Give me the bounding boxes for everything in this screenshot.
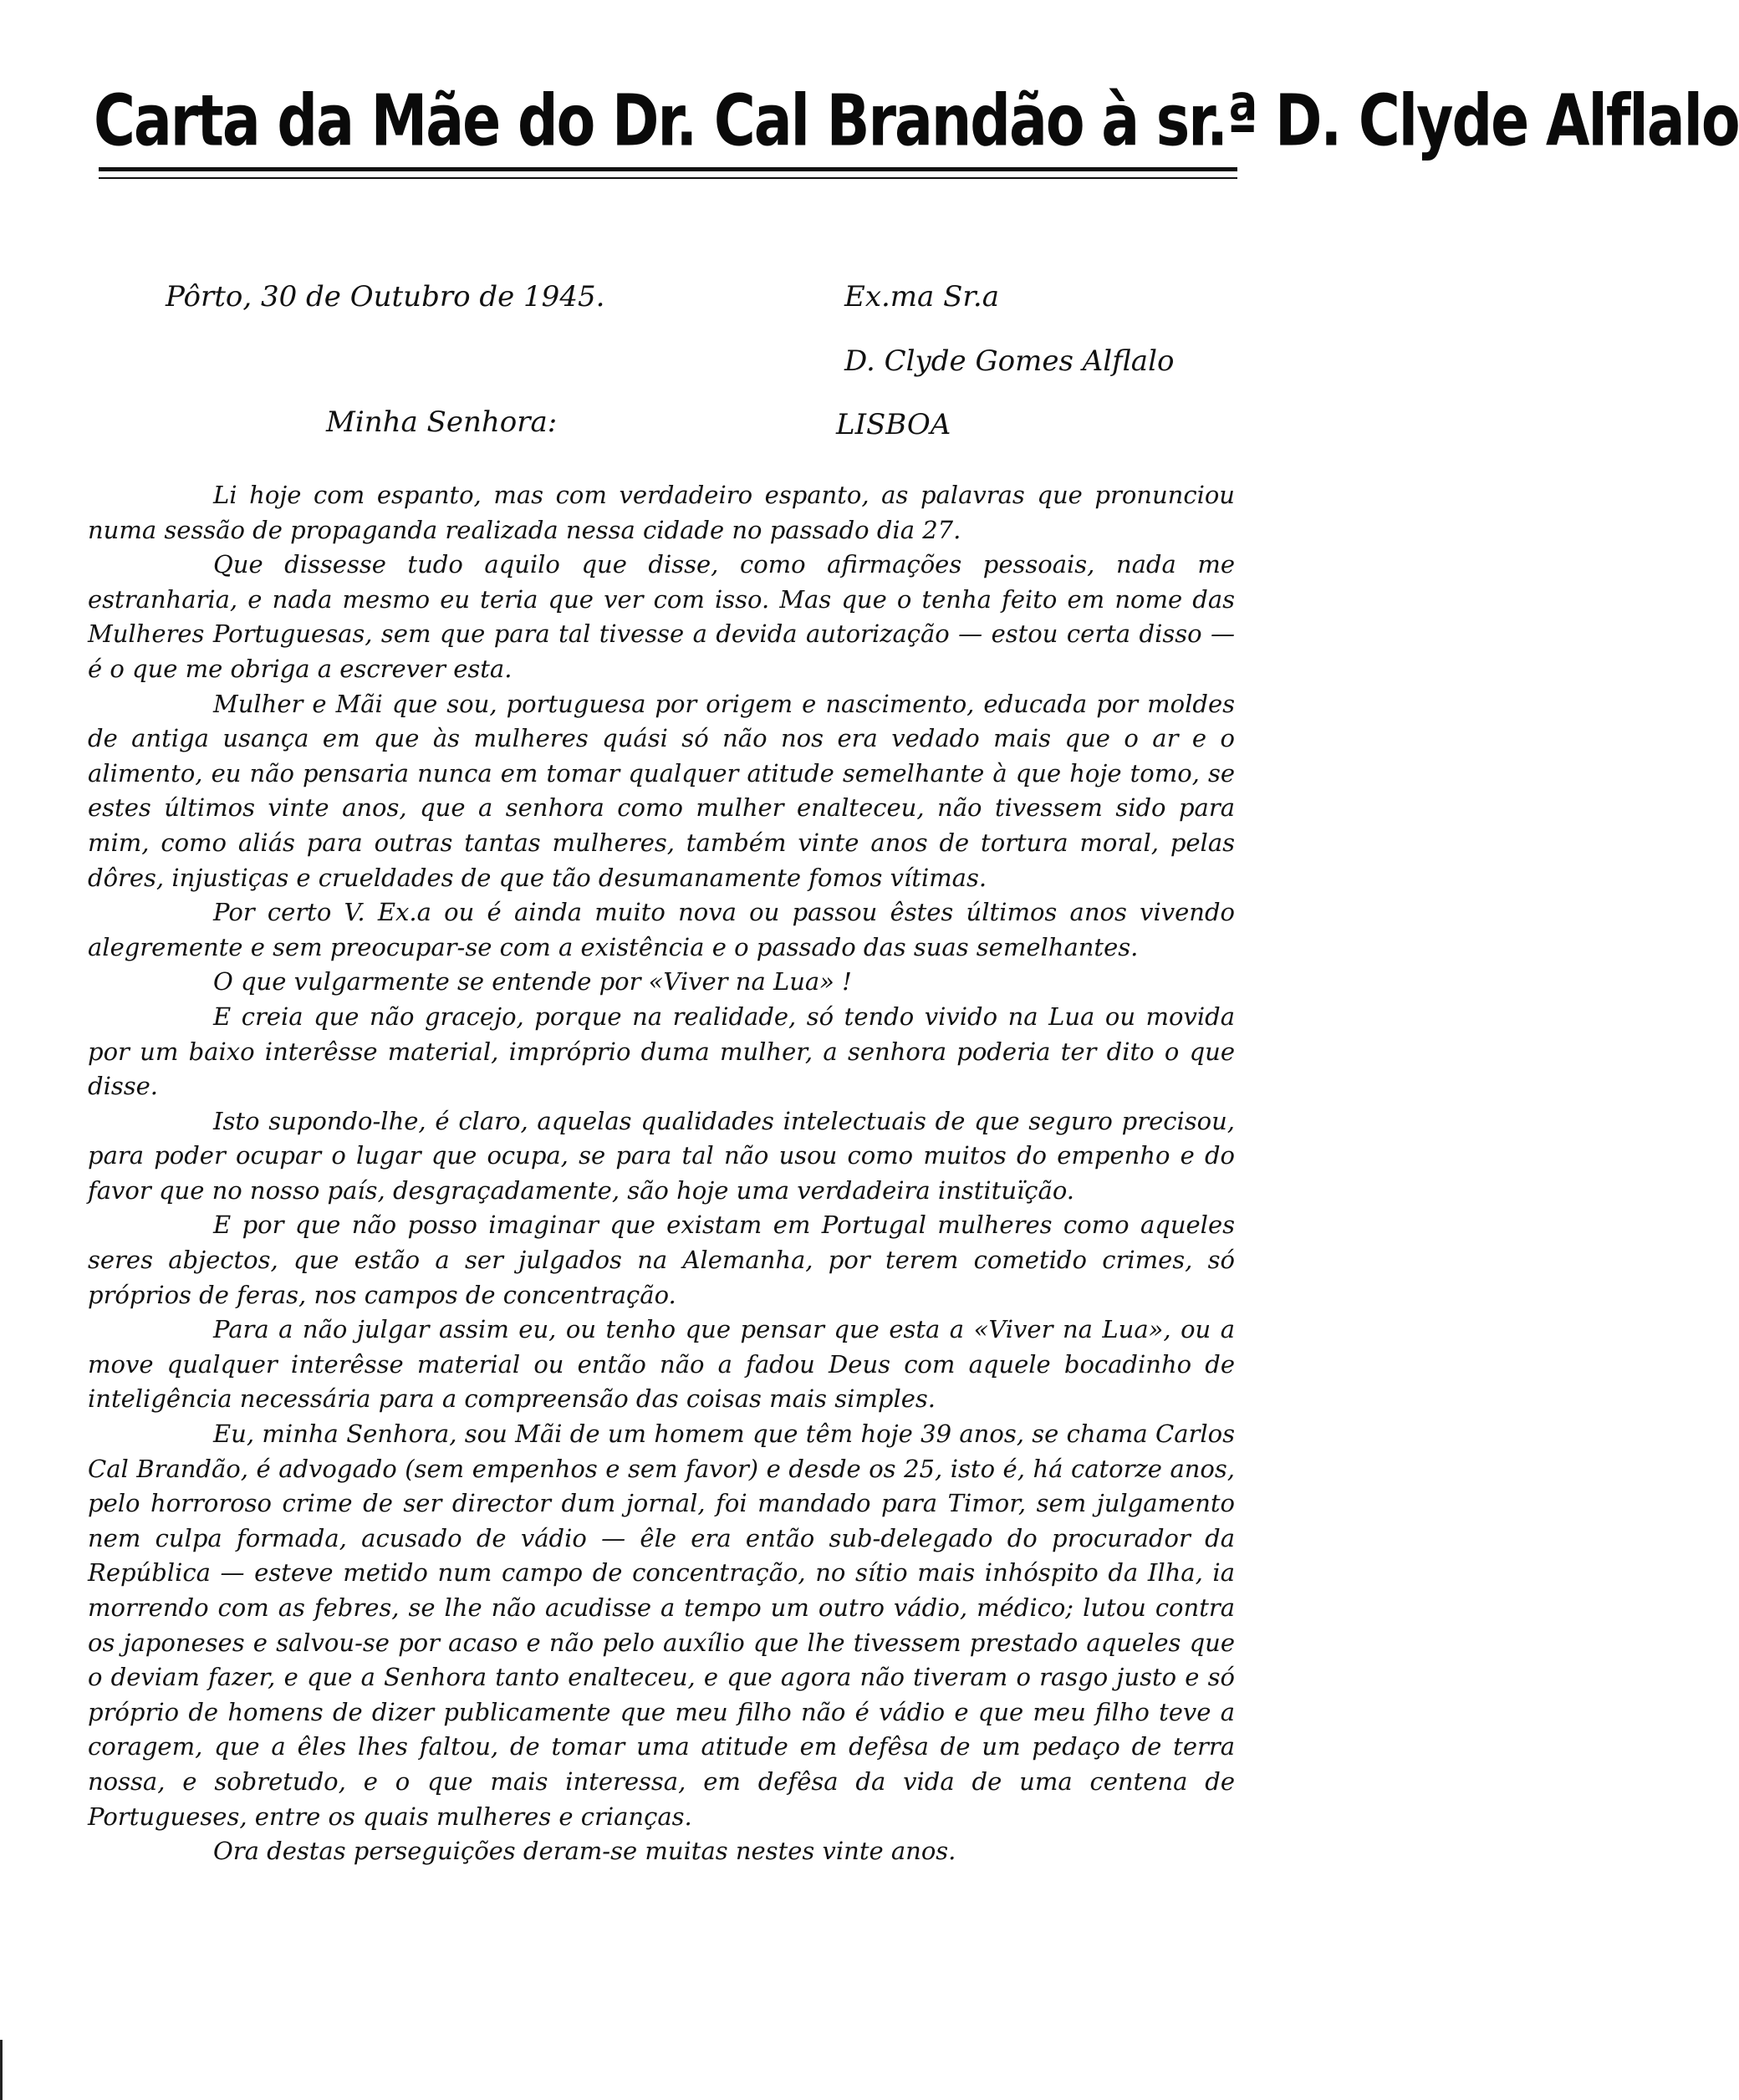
paragraph: Ora destas perseguições deram-se muitas nestes vinte anos. <box>213 1837 956 1866</box>
paragraph: Mulher e Mãi que sou, portuguesa por origem e nascimento, educada por moldes de antiga usança em que às mulheres quási só não nos era vedado mais que o ar e o alimento, eu não pensaria nunca em tomar qualquer atitude semelhante à que hoje tomo, se estes últimos vinte anos, que a senhora como mulher enalteceu, não tivessem sido para mim, como aliás para outras tantas mulheres, também vinte anos de tortura moral, pelas dôres, injustiças e crueldades de que tão desumanamente fomos vítimas. <box>88 689 1235 892</box>
paragraph: E creia que não gracejo, porque na realidade, só tendo vivido na Lua ou movida por um baixo interêsse material, impróprio duma mulher, a senhora poderia ter dito o que disse. <box>88 1002 1235 1101</box>
letter-title: Carta da Mãe do Dr. Cal Brandão à sr.ª D. Clyde Alflalo <box>94 80 1739 163</box>
letter-body <box>88 478 1235 1869</box>
paragraph: Por certo V. Ex.a ou é ainda muito nova ou passou êstes últimos anos vivendo alegremente e sem preocupar-se com a existência e o passado das suas semelhantes. <box>88 898 1235 961</box>
title-rule-thick <box>99 167 1237 171</box>
paragraph: Eu, minha Senhora, sou Mãi de um homem que têm hoje 39 anos, se chama Carlos Cal Brandão, é advogado (sem empenhos e sem favor) e desde os 25, isto é, há catorze anos, pelo horroroso crime de ser director dum jornal, foi mandado para Timor, sem julgamento nem culpa formada, acusado de vádio — êle era então sub-delegado do procurador da República — esteve metido num campo de concentração, no sítio mais inhóspito da Ilha, ia morrendo com as febres, se lhe não acudisse a tempo um outro vádio, médico; lutou contra os japoneses e salvou-se por acaso e não pelo auxílio que lhe tivessem prestado aqueles que o deviam fazer, e que a Senhora tanto enalteceu, e que agora não tiveram o rasgo justo e só próprio de homens de dizer publicamente que meu filho não é vádio e que meu filho teve a coragem, que a êles lhes faltou, de tomar uma atitude em defêsa de um pedaço de terra nossa, e sobretudo, e o que mais interessa, em defêsa da vida de uma centena de Portugueses, entre os quais mulheres e crianças. <box>88 1420 1235 1831</box>
title-rule-thin <box>99 177 1237 179</box>
paragraph: Li hoje com espanto, mas com verdadeiro espanto, as palavras que pronunciou numa sessão de propaganda realizada nessa cidade no passado dia 27. <box>88 481 1235 544</box>
place-date: Pôrto, 30 de Outubro de 1945. <box>166 280 605 313</box>
paragraph: Para a não julgar assim eu, ou tenho que pensar que esta a «Viver na Lua», ou a move qualquer interêsse material ou então não a fadou Deus com aquele bocadinho de inteligência necessária para a compreensão das coisas mais simples. <box>88 1315 1235 1414</box>
scan-edge-mark <box>0 2040 3 2100</box>
paragraph: Que dissesse tudo aquilo que disse, como afirmações pessoais, nada me estranharia, e nada mesmo eu teria que ver com isso. Mas que o tenha feito em nome das Mulheres Portuguesas, sem que para tal tivesse a devida autorização — estou certa disso — é o que me obriga a escrever esta. <box>88 550 1235 683</box>
recipient-name: D. Clyde Gomes Alflalo <box>844 344 1175 378</box>
salutation: Minha Senhora: <box>326 405 558 439</box>
paragraph: E por que não posso imaginar que existam em Portugal mulheres como aqueles seres abjectos, que estão a ser julgados na Alemanha, por terem cometido crimes, só próprios de feras, nos campos de concentração. <box>88 1211 1235 1309</box>
recipient-city: LISBOA <box>836 408 951 441</box>
paragraph: Isto supondo-lhe, é claro, aquelas qualidades intelectuais de que seguro precisou, para poder ocupar o lugar que ocupa, se para tal não usou como muitos do empenho e do favor que no nosso país, desgraçadamente, são hoje uma verdadeira instituïção. <box>88 1106 1235 1205</box>
recipient-honorific: Ex.ma Sr.a <box>844 280 1000 313</box>
paragraph: O que vulgarmente se entende por «Viver na Lua» ! <box>213 967 852 996</box>
